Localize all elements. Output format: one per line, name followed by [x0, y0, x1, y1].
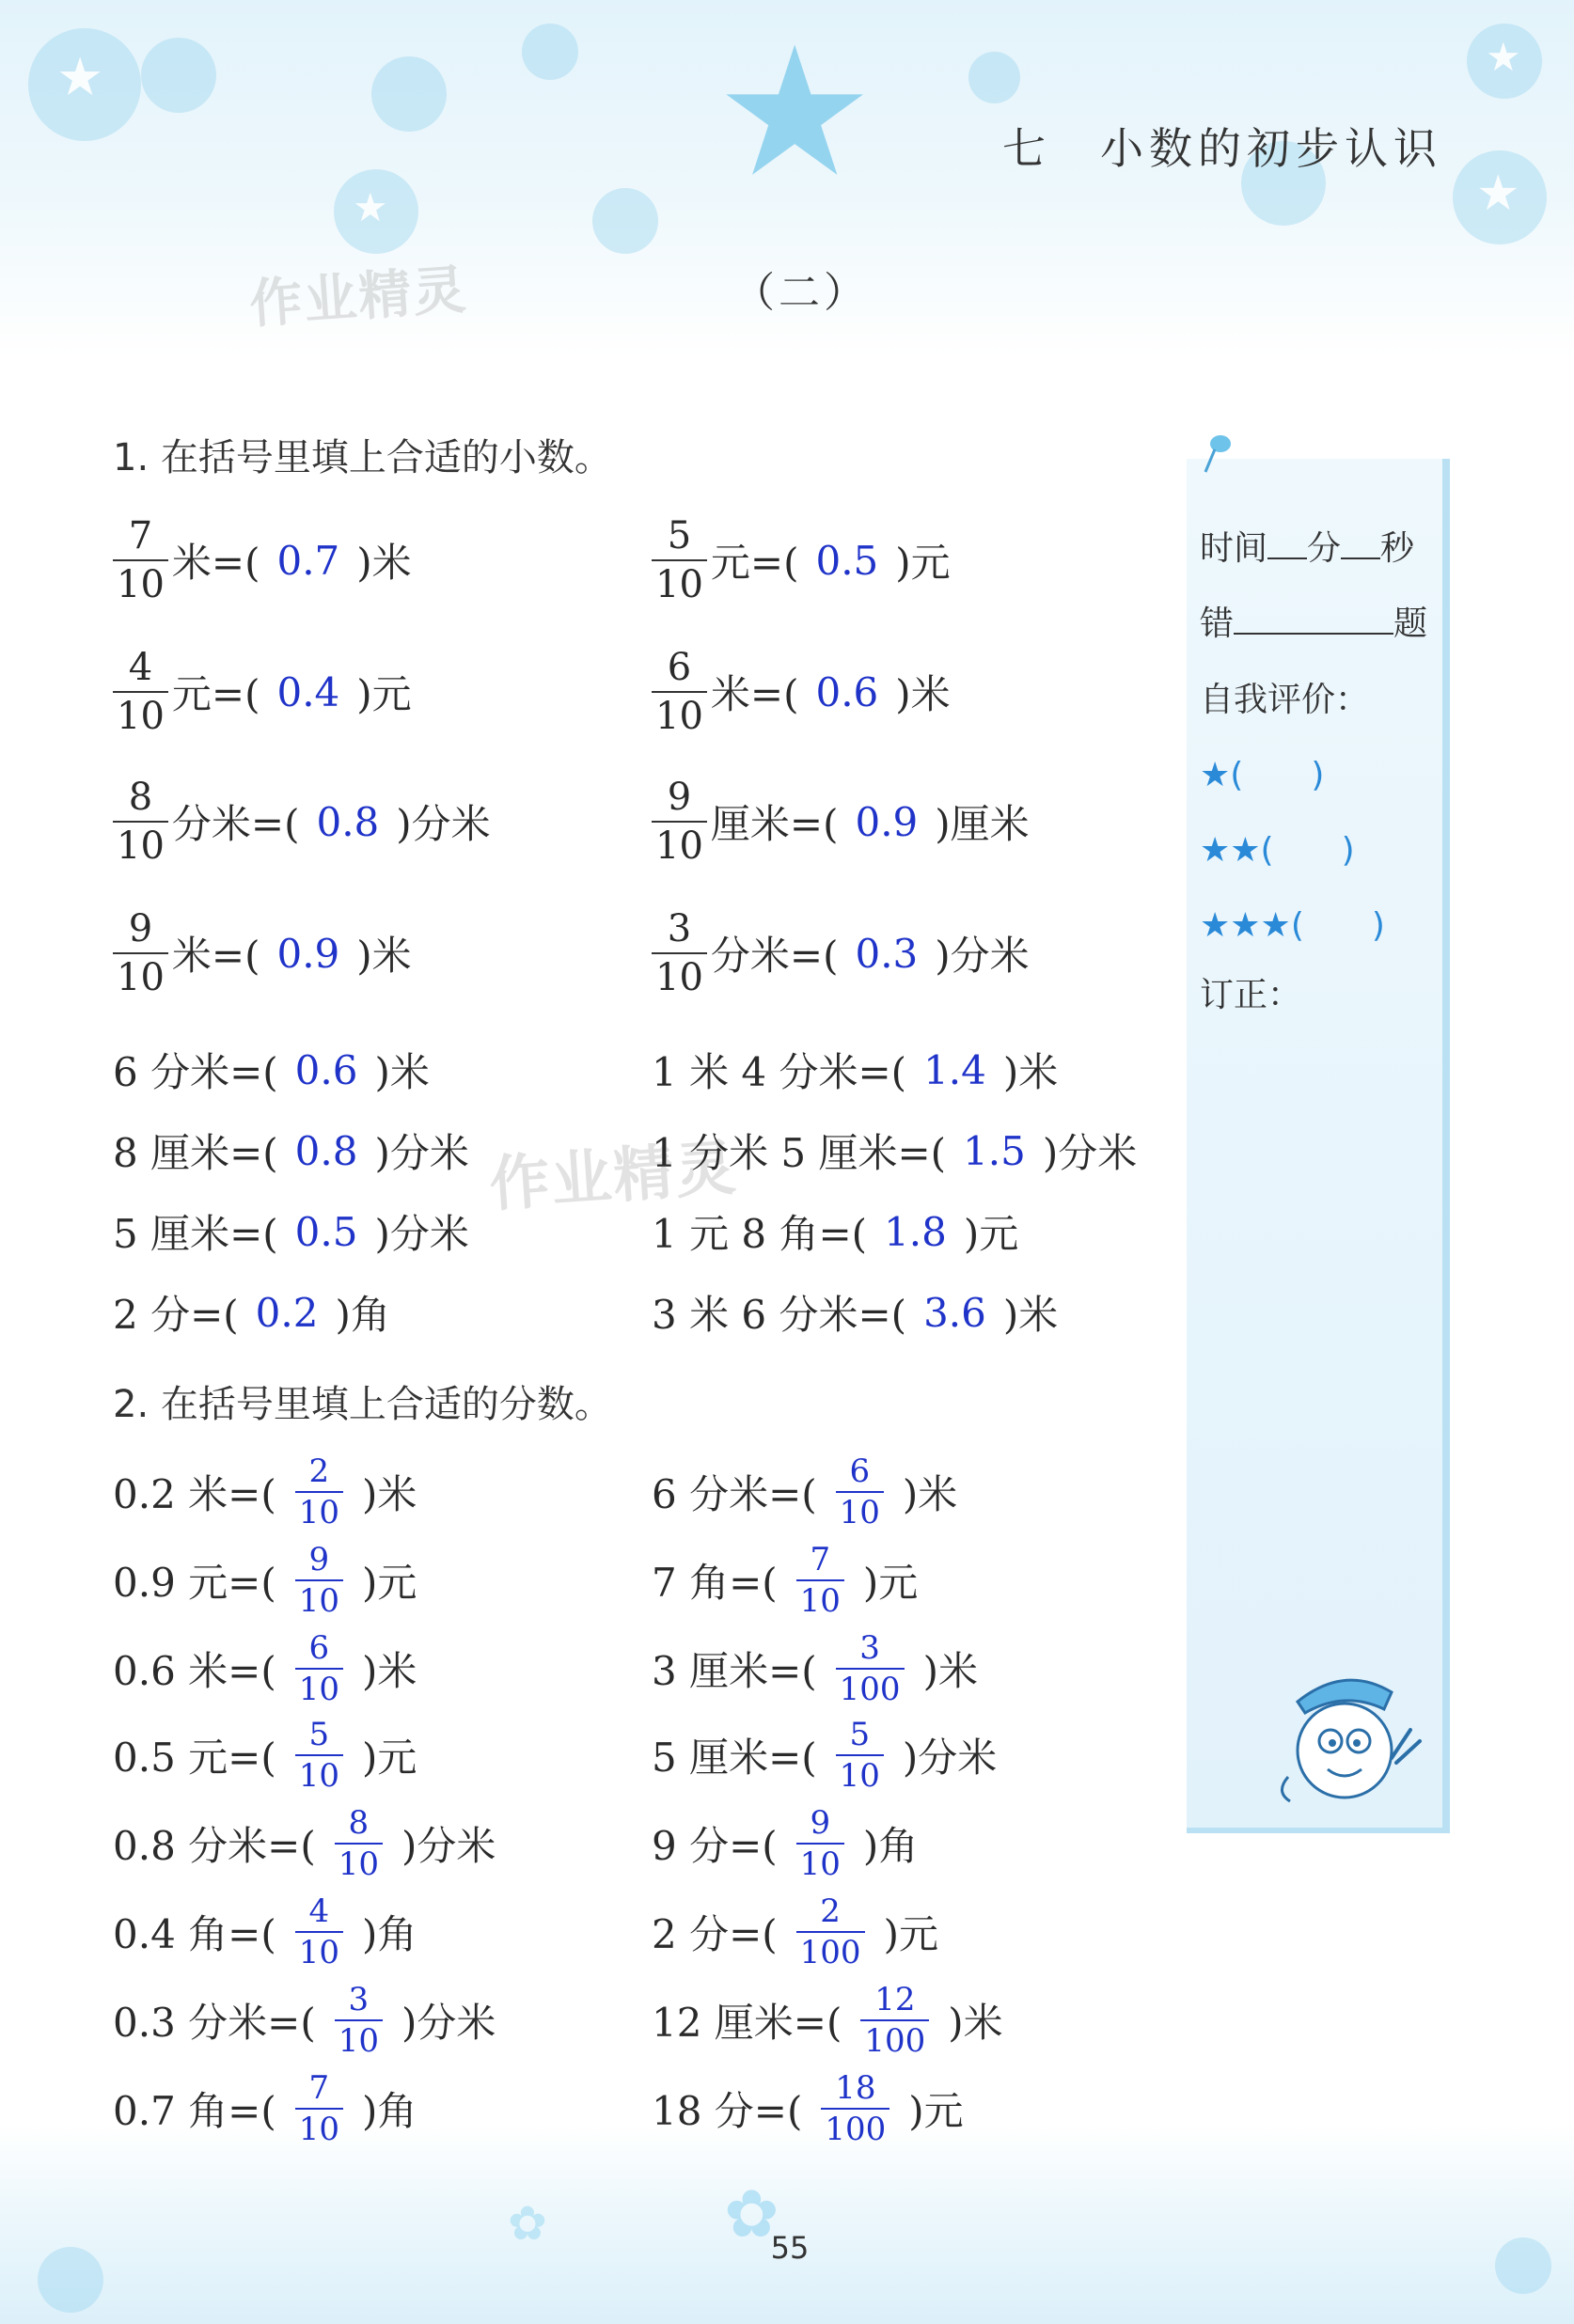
answer-value: 0.9 [855, 798, 919, 845]
page-number: 55 [770, 2230, 810, 2266]
fraction: $\frac{3}{10}$ [652, 910, 707, 997]
answer-fraction: 5 10 [836, 1719, 884, 1792]
decor-bubble [1495, 2238, 1551, 2294]
conversion-row [113, 1123, 469, 1179]
answer-value: 0.7 [276, 537, 340, 584]
conversion-row [652, 1981, 1003, 2060]
conversion-row [652, 1042, 1058, 1098]
fraction-row [113, 907, 412, 999]
unit-text: )米 [1002, 1292, 1059, 1338]
question-text: 5 厘米=( [113, 1211, 278, 1257]
conversion-row [113, 2069, 417, 2148]
conversion-row [652, 1452, 958, 1531]
answer-value: 1.8 [884, 1208, 947, 1255]
unit-text: 米=( [171, 933, 260, 979]
conversion-row [113, 1981, 496, 2060]
unit-text: 厘米=( [710, 801, 839, 847]
answer-fraction: 3 10 [335, 1984, 383, 2057]
conversion-row [113, 1203, 469, 1260]
question-text: 1 分米 5 厘米=( [652, 1130, 947, 1176]
fraction: $\frac{9}{10}$ [113, 910, 168, 997]
question-text: 0.3 分米=( [113, 2000, 316, 2046]
fraction: $\frac{5}{10}$ [652, 517, 707, 604]
rating-one-star: ★( ) [1200, 756, 1325, 794]
question-2-title: 2. 在括号里填上合适的分数。 [113, 1383, 612, 1426]
question-text: 6 分米=( [652, 1471, 817, 1517]
flower-icon: ✿ [724, 2175, 779, 2253]
flower-icon: ✿ [508, 2196, 547, 2251]
watermark-logo: 作业精灵 [487, 1133, 740, 1221]
fraction-row [652, 776, 1030, 868]
conversion-row [113, 1452, 417, 1531]
decor-bubble [141, 38, 216, 113]
unit-text: )角 [362, 2088, 417, 2134]
star-icon: ★ [56, 47, 104, 108]
question-text: 6 分米=( [113, 1049, 278, 1095]
question-1-title: 1. 在括号里填上合适的小数。 [113, 436, 612, 479]
question-text: 0.6 米=( [113, 1648, 276, 1694]
answer-value: 1.5 [963, 1127, 1026, 1174]
unit-text: )米 [362, 1648, 417, 1694]
unit-text: 分米=( [171, 801, 300, 847]
fraction-row [652, 646, 951, 738]
question-text: 1 米 4 分米=( [652, 1049, 907, 1095]
unit-text: )元 [883, 1911, 938, 1957]
unit-text: )角 [362, 1911, 417, 1957]
question-text: 7 角=( [652, 1560, 778, 1606]
unit-text: )米 [895, 671, 951, 717]
question-text: 0.7 角=( [113, 2088, 276, 2134]
chapter-title: 七 小数的初步认识 [1002, 123, 1442, 174]
answer-value: 0.2 [255, 1289, 319, 1336]
answer-fraction: 18 100 [821, 2072, 889, 2145]
fraction: $\frac{6}{10}$ [652, 649, 707, 735]
question-text: 0.4 角=( [113, 1911, 276, 1957]
fraction-row [113, 514, 412, 606]
fraction-row [652, 514, 951, 606]
answer-fraction: 7 10 [796, 1544, 844, 1617]
answer-value: 0.9 [276, 930, 340, 977]
answer-value: 0.3 [855, 930, 919, 977]
fraction-row [652, 907, 1030, 999]
conversion-row [652, 1716, 998, 1795]
unit-text: )分米 [374, 1130, 469, 1176]
unit-text: )分米 [902, 1735, 998, 1781]
correction-label: 订正： [1200, 976, 1302, 1014]
unit-text: )米 [922, 1648, 978, 1694]
answer-fraction: 7 10 [295, 2072, 343, 2145]
conversion-row [652, 1804, 919, 1883]
answer-value: 3.6 [923, 1289, 986, 1336]
answer-fraction: 9 10 [295, 1544, 343, 1617]
answer-value: 0.6 [815, 668, 879, 715]
question-text: 0.8 分米=( [113, 1823, 316, 1869]
conversion-row [113, 1541, 417, 1620]
answer-fraction: 2 10 [295, 1455, 343, 1529]
question-text: 3 米 6 分米=( [652, 1292, 907, 1338]
answer-fraction: 9 10 [796, 1807, 844, 1880]
unit-text: )角 [335, 1292, 390, 1338]
answer-value: 0.5 [815, 537, 879, 584]
question-text: 2 分=( [113, 1292, 239, 1338]
unit-text: )元 [908, 2088, 964, 2134]
question-text: 8 厘米=( [113, 1130, 278, 1176]
decor-bubble [371, 56, 447, 132]
answer-value: 0.8 [316, 798, 380, 845]
unit-text: )元 [362, 1560, 417, 1606]
answer-fraction: 8 10 [335, 1807, 383, 1880]
star-icon: ★ [1486, 34, 1521, 80]
answer-fraction: 6 10 [295, 1632, 343, 1705]
conversion-row [652, 2069, 964, 2148]
big-star-icon: ★ [715, 8, 875, 216]
unit-text: )角 [862, 1823, 919, 1869]
unit-text: )元 [862, 1560, 919, 1606]
question-text: 1 元 8 角=( [652, 1211, 868, 1257]
self-eval-label: 自我评价： [1200, 681, 1370, 719]
unit-text: )厘米 [935, 801, 1030, 847]
answer-value: 0.5 [294, 1208, 358, 1255]
question-text: 18 分=( [652, 2088, 803, 2134]
watermark-logo: 作业精灵 [247, 259, 470, 337]
section-title: （二） [733, 269, 869, 317]
self-evaluation-panel [1187, 459, 1450, 1833]
conversion-row [113, 1284, 390, 1341]
question-text: 0.9 元=( [113, 1560, 276, 1606]
mascot-icon [1260, 1664, 1429, 1814]
decor-bubble [38, 2247, 103, 2313]
answer-fraction: 2 100 [796, 1895, 865, 1969]
question-text: 9 分=( [652, 1823, 778, 1869]
answer-fraction: 3 100 [836, 1632, 905, 1705]
unit-text: )米 [356, 540, 412, 586]
unit-text: )元 [356, 671, 412, 717]
wrong-count-field: 错 题 [1200, 605, 1428, 643]
star-icon: ★ [353, 184, 388, 230]
unit-text: 元=( [171, 671, 260, 717]
fraction: $\frac{9}{10}$ [652, 778, 707, 865]
fraction: $\frac{7}{10}$ [113, 517, 168, 604]
unit-text: )元 [895, 540, 951, 586]
question-text: 0.2 米=( [113, 1471, 276, 1517]
conversion-row [652, 1284, 1058, 1341]
unit-text: 米=( [710, 671, 799, 717]
conversion-row [652, 1203, 1018, 1260]
unit-text: )米 [948, 2000, 1003, 2046]
unit-text: )分米 [935, 933, 1030, 979]
answer-fraction: 12 100 [860, 1984, 929, 2057]
unit-text: )分米 [1042, 1130, 1138, 1176]
unit-text: 元=( [710, 540, 799, 586]
fraction-row [113, 776, 491, 868]
unit-text: )米 [362, 1471, 417, 1517]
conversion-row [113, 1892, 417, 1971]
fraction: $\frac{4}{10}$ [113, 649, 168, 735]
answer-value: 0.8 [294, 1127, 358, 1174]
fraction: $\frac{8}{10}$ [113, 778, 168, 865]
decor-bubble [968, 52, 1020, 103]
conversion-row [652, 1629, 978, 1708]
unit-text: )分米 [396, 801, 491, 847]
unit-text: )米 [902, 1471, 958, 1517]
question-text: 0.5 元=( [113, 1735, 276, 1781]
question-text: 5 厘米=( [652, 1735, 817, 1781]
question-text: 2 分=( [652, 1911, 778, 1957]
conversion-row [652, 1123, 1137, 1179]
unit-text: 米=( [171, 540, 260, 586]
unit-text: )元 [362, 1735, 417, 1781]
conversion-row [652, 1541, 919, 1620]
answer-value: 0.6 [294, 1046, 358, 1093]
conversion-row [113, 1804, 496, 1883]
question-text: 12 厘米=( [652, 2000, 842, 2046]
unit-text: )分米 [374, 1211, 469, 1257]
rating-three-star: ★★★( ) [1200, 906, 1385, 945]
pushpin-icon [1198, 431, 1236, 478]
decor-bubble [592, 188, 658, 254]
unit-text: )米 [374, 1049, 430, 1095]
decor-bubble [522, 24, 578, 80]
unit-text: )元 [963, 1211, 1019, 1257]
question-text: 3 厘米=( [652, 1648, 817, 1694]
star-icon: ★ [1476, 165, 1520, 222]
unit-text: )米 [1002, 1049, 1059, 1095]
unit-text: )分米 [401, 1823, 496, 1869]
footer-background [0, 2125, 1574, 2324]
time-field: 时间 分 秒 [1200, 529, 1415, 568]
conversion-row [652, 1892, 938, 1971]
fraction-row [113, 646, 412, 738]
answer-value: 0.4 [276, 668, 340, 715]
unit-text: )分米 [401, 2000, 496, 2046]
conversion-row [113, 1629, 417, 1708]
conversion-row [113, 1042, 430, 1098]
answer-value: 1.4 [923, 1046, 986, 1093]
answer-fraction: 6 10 [836, 1455, 884, 1529]
rating-two-star: ★★( ) [1200, 831, 1355, 870]
answer-fraction: 4 10 [295, 1895, 343, 1969]
unit-text: )米 [356, 933, 412, 979]
answer-fraction: 5 10 [295, 1719, 343, 1792]
unit-text: 分米=( [710, 933, 839, 979]
conversion-row [113, 1716, 417, 1795]
